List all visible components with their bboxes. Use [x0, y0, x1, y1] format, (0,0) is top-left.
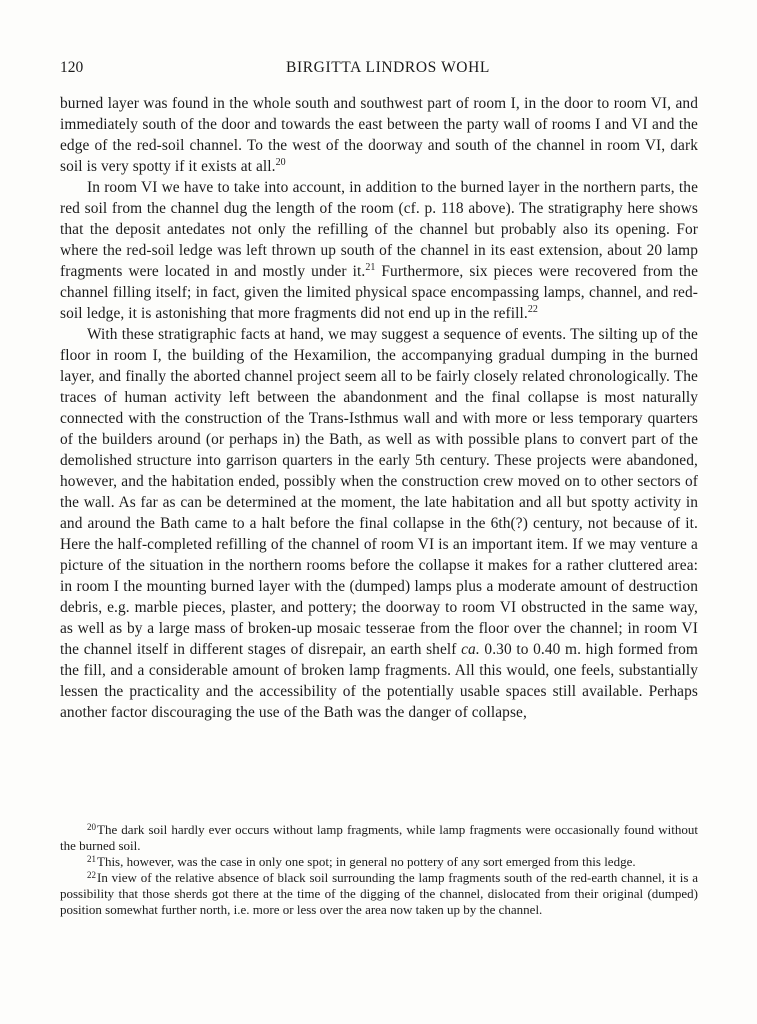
- footnotes-block: [60, 822, 698, 917]
- footnote-21: $^{21}$This, however, was the case in only one spot; in general no pottery of any sort emerged from this ledge.: [87, 853, 636, 869]
- paragraph: In room VI we have to take into account, in addition to the burned layer in the northern parts, the red soil from the channel dug the length of the room (cf. p. 118 above). The stratigraphy here shows that the deposit antedates not only the refilling of the channel but probably also its opening. For where the red-soil ledge was left thrown up south of the channel in its east extension, about 20 lamp fragments were located in and mostly under it.$^{21}$ Furthermore, six pieces were recovered from the channel filling itself; in fact, given the limited physical space encompassing lamps, channel, and red-soil ledge, it is astonishing that more fragments did not end up in the refill.$^{22}$: [60, 179, 698, 322]
- page-number: 120: [60, 59, 84, 76]
- footnote-20: $^{20}$The dark soil hardly ever occurs without lamp fragments, while lamp fragments were occasionally found without the burned soil.: [60, 822, 698, 853]
- footnote-22: $^{22}$In view of the relative absence of black soil surrounding the lamp fragments south of the red-earth channel, it is a possibility that those sherds got there at the time of the digging of the channel, dislocated from their original (dumped) position somewhat further north, i.e. more or less over the area now taken up by the channel.: [60, 869, 698, 917]
- body-text: [60, 93, 698, 723]
- running-head: [60, 59, 698, 77]
- paragraph-continuation: burned layer was found in the whole south and southwest part of room I, in the door to room VI, and immediately south of the door and towards the east between the party wall of rooms I and VI and the edge of the red-soil channel. To the west of the doorway and south of the channel in room VI, dark soil is very spotty if it exists at all.$^{20}$: [60, 95, 698, 175]
- paragraph: With these stratigraphic facts at hand, we may suggest a sequence of events. The silting up of the floor in room I, the building of the Hexamilion, the accompanying gradual dumping in the burned layer, and finally the aborted channel project seem all to be fairly closely related chronologically. The traces of human activity left between the abandonment and the final collapse is most naturally connected with the construction of the Trans-Isthmus wall and with more or less temporary quarters of the builders around (or perhaps in) the Bath, as well as with possible plans to convert part of the demolished structure into garrison quarters in the early 5th century. These projects were abandoned, however, and the habitation ended, possibly when the construction crew moved on to other sectors of the wall. As far as can be determined at the moment, the late habitation and all but spotty activity in and around the Bath came to a halt before the final collapse in the 6th(?) century, not because of it. Here the half-completed refilling of the channel of room VI is an important item. If we may venture a picture of the situation in the northern rooms before the collapse it makes for a rather cluttered area: in room I the mounting burned layer with the (dumped) lamps plus a moderate amount of destruction debris, e.g. marble pieces, plaster, and pottery; the doorway to room VI obstructed in the same way, as well as by a large mass of broken-up mosaic tesserae from the floor over the channel; in room VI the channel itself in different stages of disrepair, an earth shelf ca. 0.30 to 0.40 m. high formed from the fill, and a considerable amount of broken lamp fragments. All this would, one feels, substantially lessen the practicality and the accessibility of the potentially usable spaces still available. Perhaps another factor discouraging the use of the Bath was the danger of collapse,: [60, 326, 698, 721]
- running-title: BIRGITTA LINDROS WOHL: [286, 59, 490, 76]
